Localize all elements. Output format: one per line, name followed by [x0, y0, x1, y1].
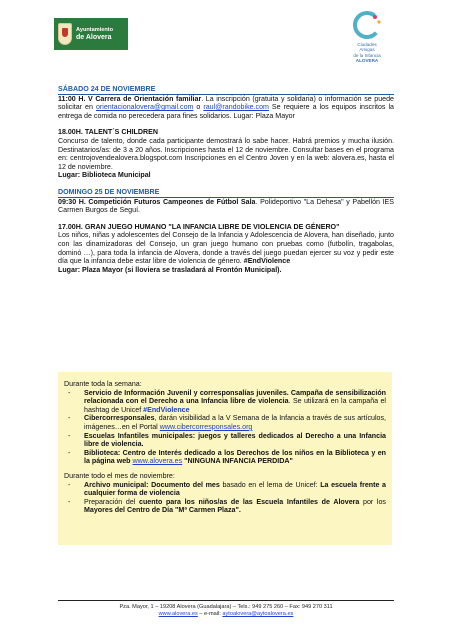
alovera-web-link[interactable]: www.alovera.es [132, 457, 183, 466]
human-game-place: Lugar: Plaza Mayor (si lloviera se trasladará al Frontón Municipal). [58, 265, 282, 274]
list-item: - Cibercorresponsales, darán visibilidad a la V Semana de la Infancia a través de sus artículos, imágenes…en el Portal www.cibercorresponsales.org [68, 414, 386, 431]
logo-right-line1: Ciudades [357, 42, 377, 47]
hashtag-endviolence: #EndViolence [143, 405, 190, 414]
logo-line2: de Alovera [76, 33, 112, 41]
futsal-paragraph: 09:30 H. Competición Futuros Campeones de Fútbol Sala. Polideportivo "La Dehesa" y Pabellón IES Carmen Burgos de Seguí. [58, 197, 395, 215]
email-link-raul[interactable]: raul@randobike.com [203, 103, 269, 112]
week-list [66, 389, 386, 466]
orientation-race-title: 11:00 H. V Carrera de Orientación familiar [58, 94, 202, 103]
coat-of-arms-icon [58, 23, 72, 45]
footer-address: Pza. Mayor, 1 – 19208 Alovera (Guadalajara) – Tels.: 949 275 260 – Fax: 949 270 311 [119, 604, 333, 610]
ciudades-amigas-emblem-icon [350, 8, 384, 42]
orientation-race-paragraph: 11:00 H. V Carrera de Orientación familiar. La inscripción (gratuita y solidaria) o información se puede solicitar en orientacionalovera@gmail.com o raul@randobike.com Se requiere a los equipos inscritos la entrega de comida no perecedera para fines solidarios. Lugar: Plaza Mayor [58, 94, 395, 120]
human-game-title: 17.00H. GRAN JUEGO HUMANO "LA INFANCIA LIBRE DE VIOLENCIA DE GÉNERO" [58, 222, 340, 231]
list-item: - Escuelas Infantiles municipales: juegos y talleres dedicados al Derecho a una Infancia libre de violencia. [68, 431, 386, 449]
week-intro: Durante toda la semana: [64, 380, 142, 388]
footer-web-link[interactable]: www.alovera.es [158, 611, 198, 617]
ciudades-amigas-logo [330, 8, 404, 70]
list-item: - Servicio de Información Juvenil y corresponsalías juveniles. Campaña de sensibilización relacionada con el Derecho a una Infancia libre de violencia. Se utilizará en la campaña el hashtag de Unicef #EndViolence [68, 388, 386, 414]
saturday-heading: SÁBADO 24 DE NOVIEMBRE [58, 85, 156, 93]
list-item: - Archivo municipal: Documento del mes basado en el lema de Unicef: La escuela frente a cualquier forma de violencia [68, 480, 387, 498]
ayuntamiento-logo [54, 18, 128, 50]
logo-right-line3: de la Infancia [353, 52, 381, 58]
week-activities-box [58, 372, 392, 545]
page-footer [58, 600, 394, 618]
talent-place: Lugar: Biblioteca Municipal [58, 171, 151, 180]
human-game-text: Los niños, niñas y adolescentes del Consejo de la Infancia y Adolescencia de Alovera, han diseñado, junto con las dinamizadoras del Consejo, un gran juego humano con pruebas como (futbolín, tragabolas, dominó …), para toda la infancia de Alovera, donde a través del juego puedan ejercer su voz y pedir este día que la infancia debe estar libre de violencia de género. #EndViolence [58, 231, 394, 266]
month-intro: Durante todo el mes de noviembre: [64, 471, 175, 480]
sunday-heading: DOMINGO 25 DE NOVIEMBRE [58, 187, 160, 196]
footer-email-link[interactable]: aytoalovera@aytoalovera.es [222, 611, 294, 617]
logo-line1: Ayuntamiento [76, 26, 114, 33]
logo-right-line4: ALOVERA [355, 57, 379, 63]
list-item: - Preparación del cuento para los niños/as de las Escuela Infantiles de Alovera por los Mayores del Centro de Día "Mª Carmen Plaza". [68, 497, 386, 515]
page-header [0, 0, 452, 78]
list-item: - Biblioteca: Centro de Interés dedicado a los Derechos de los niños en la Biblioteca y en la página web www.alovera.es "NINGUNA INFANCIA PERDIDA" [68, 448, 386, 466]
program-content [58, 85, 394, 274]
email-link-orientacion[interactable]: orientacionalovera@gmail.com [95, 103, 194, 112]
cibercorresponsales-link[interactable]: www.cibercorresponsales.org [159, 422, 253, 431]
footer-contact: www.alovera.es – e-mail: aytoalovera@aytoalovera.es [158, 611, 294, 617]
futsal-title: 09:30 H. Competición Futuros Campeones de Fútbol Sala [58, 197, 256, 206]
talent-title: 18.00H. TALENT´S CHILDREN [58, 128, 158, 137]
month-list [66, 481, 386, 515]
human-game-hashtag: #EndViolence [243, 257, 291, 266]
logo-right-line2: Amigas [359, 47, 375, 53]
talent-text: Concurso de talento, donde cada participante demostrará lo sabe hacer. Habrá premios y mucha ilusión. Destinatarios/as: de 3 a 20 años. Inscripciones hasta el 12 de noviembre. Consultar bases en el programa en: centrojovendealovera.blogspot.com Inscripciones en el Centro Joven y en la web: alovera.es, hasta el 12 de noviembre. [58, 136, 394, 171]
